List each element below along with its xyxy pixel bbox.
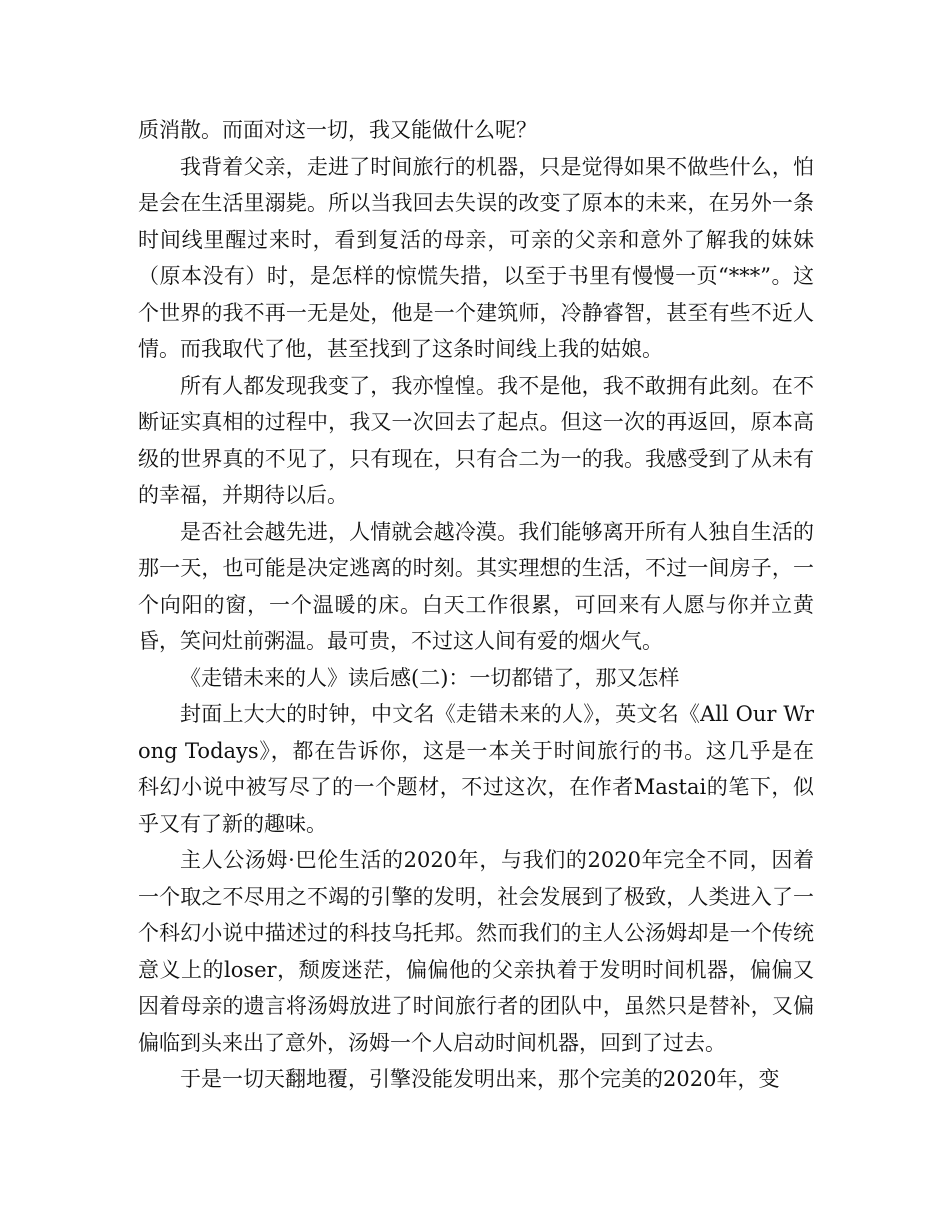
- section-heading: 《走错未来的人》读后感(二)：一切都错了，那又怎样: [180, 665, 680, 690]
- paragraph: 于是一切天翻地覆，引擎没能发明出来，那个完美的2020年，变: [180, 1067, 780, 1091]
- paragraph: 主人公汤姆·巴伦生活的2020年，与我们的2020年完全不同，因着一个取之不尽用之不竭的引擎的发明，社会发展到了极致，人类进入了一个科幻小说中描述过的科技乌托邦。然而我们的主人公汤姆却是一个传统意义上的loser，颓废迷茫，偏偏他的父亲执着于发明时间机器，偏偏又因着母亲的遗言将汤姆放进了时间旅行者的团队中，虽然只是替补，又偏偏临到头来出了意外，汤姆一个人启动时间机器，回到了过去。: [138, 848, 814, 1055]
- paragraph: 我背着父亲，走进了时间旅行的机器，只是觉得如果不做些什么，怕是会在生活里溺毙。所以当我回去失误的改变了原本的未来，在另外一条时间线里醒过来时，看到复活的母亲，可亲的父亲和意外了解我的妹妹（原本没有）时，是怎样的惊慌失措，以至于书里有慢慢一页“***”。这个世界的我不再一无是处，他是一个建筑师，冷静睿智，甚至有些不近人情。而我取代了他，甚至找到了这条时间线上我的姑娘。: [138, 154, 814, 361]
- paragraph: 是否社会越先进，人情就会越冷漠。我们能够离开所有人独自生活的那一天，也可能是决定逃离的时刻。其实理想的生活，不过一间房子，一个向阳的窗，一个温暖的床。白天工作很累，可回来有人愿与你并立黄昏，笑问灶前粥温。最可贵，不过这人间有爱的烟火气。: [138, 519, 814, 653]
- document-page: [138, 112, 814, 1098]
- paragraph-continuation: 质消散。而面对这一切，我又能做什么呢？: [138, 118, 537, 142]
- paragraph: 所有人都发现我变了，我亦惶惶。我不是他，我不敢拥有此刻。在不断证实真相的过程中，我又一次回去了起点。但这一次的再返回，原本高级的世界真的不见了，只有现在，只有合二为一的我。我感受到了从未有的幸福，并期待以后。: [138, 373, 814, 507]
- paragraph: 封面上大大的时钟，中文名《走错未来的人》，英文名《All Our Wrong Todays》，都在告诉你，这是一本关于时间旅行的书。这几乎是在科幻小说中被写尽了的一个题材，不过这次，在作者Mastai的笔下，似乎又有了新的趣味。: [138, 702, 814, 836]
